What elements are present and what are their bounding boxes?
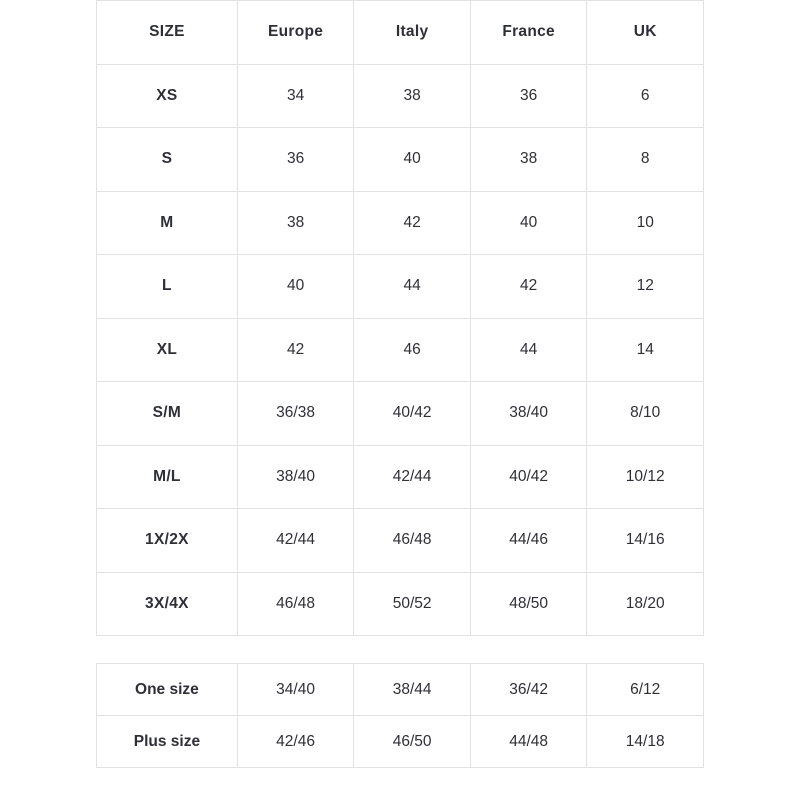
cell-uk: 12 bbox=[587, 255, 704, 319]
row-label: XS bbox=[97, 64, 238, 128]
row-label: Plus size bbox=[97, 716, 238, 768]
table-body bbox=[97, 64, 704, 636]
cell-france: 44/46 bbox=[470, 509, 587, 573]
cell-europe: 40 bbox=[237, 255, 354, 319]
row-label: S/M bbox=[97, 382, 238, 446]
table-gap bbox=[96, 636, 704, 663]
cell-france: 38/40 bbox=[470, 382, 587, 446]
cell-uk: 14 bbox=[587, 318, 704, 382]
row-label: S bbox=[97, 128, 238, 192]
size-conversion-table bbox=[96, 0, 704, 636]
one-size-table bbox=[96, 663, 704, 768]
cell-italy: 46 bbox=[354, 318, 471, 382]
cell-italy: 50/52 bbox=[354, 572, 471, 636]
table-row bbox=[97, 318, 704, 382]
table-row bbox=[97, 64, 704, 128]
row-label: M bbox=[97, 191, 238, 255]
table-row bbox=[97, 382, 704, 446]
cell-france: 44 bbox=[470, 318, 587, 382]
table-header-row bbox=[97, 1, 704, 65]
cell-france: 36/42 bbox=[470, 664, 587, 716]
cell-europe: 36/38 bbox=[237, 382, 354, 446]
cell-europe: 34 bbox=[237, 64, 354, 128]
table-row bbox=[97, 509, 704, 573]
cell-italy: 40/42 bbox=[354, 382, 471, 446]
row-label: M/L bbox=[97, 445, 238, 509]
cell-france: 40 bbox=[470, 191, 587, 255]
cell-europe: 38/40 bbox=[237, 445, 354, 509]
table-row bbox=[97, 255, 704, 319]
column-header-size: SIZE bbox=[97, 1, 238, 65]
cell-europe: 38 bbox=[237, 191, 354, 255]
cell-italy: 38/44 bbox=[354, 664, 471, 716]
column-header-europe: Europe bbox=[237, 1, 354, 65]
table-row bbox=[97, 128, 704, 192]
cell-uk: 18/20 bbox=[587, 572, 704, 636]
cell-italy: 42/44 bbox=[354, 445, 471, 509]
cell-uk: 14/18 bbox=[587, 716, 704, 768]
cell-france: 44/48 bbox=[470, 716, 587, 768]
column-header-italy: Italy bbox=[354, 1, 471, 65]
cell-italy: 38 bbox=[354, 64, 471, 128]
cell-europe: 36 bbox=[237, 128, 354, 192]
row-label: One size bbox=[97, 664, 238, 716]
table-body bbox=[97, 664, 704, 768]
cell-europe: 34/40 bbox=[237, 664, 354, 716]
table-row bbox=[97, 445, 704, 509]
cell-france: 42 bbox=[470, 255, 587, 319]
table-row bbox=[97, 191, 704, 255]
table-row bbox=[97, 716, 704, 768]
cell-uk: 6 bbox=[587, 64, 704, 128]
cell-italy: 44 bbox=[354, 255, 471, 319]
table-header bbox=[97, 1, 704, 65]
cell-uk: 10/12 bbox=[587, 445, 704, 509]
cell-uk: 14/16 bbox=[587, 509, 704, 573]
cell-europe: 42/46 bbox=[237, 716, 354, 768]
cell-italy: 46/50 bbox=[354, 716, 471, 768]
row-label: XL bbox=[97, 318, 238, 382]
cell-france: 36 bbox=[470, 64, 587, 128]
cell-uk: 10 bbox=[587, 191, 704, 255]
row-label: 3X/4X bbox=[97, 572, 238, 636]
cell-uk: 8 bbox=[587, 128, 704, 192]
cell-europe: 42 bbox=[237, 318, 354, 382]
column-header-france: France bbox=[470, 1, 587, 65]
cell-france: 38 bbox=[470, 128, 587, 192]
cell-italy: 46/48 bbox=[354, 509, 471, 573]
row-label: L bbox=[97, 255, 238, 319]
table-row bbox=[97, 572, 704, 636]
column-header-uk: UK bbox=[587, 1, 704, 65]
cell-europe: 42/44 bbox=[237, 509, 354, 573]
table-row bbox=[97, 664, 704, 716]
cell-uk: 6/12 bbox=[587, 664, 704, 716]
cell-uk: 8/10 bbox=[587, 382, 704, 446]
cell-italy: 42 bbox=[354, 191, 471, 255]
cell-france: 40/42 bbox=[470, 445, 587, 509]
cell-italy: 40 bbox=[354, 128, 471, 192]
row-label: 1X/2X bbox=[97, 509, 238, 573]
cell-france: 48/50 bbox=[470, 572, 587, 636]
cell-europe: 46/48 bbox=[237, 572, 354, 636]
